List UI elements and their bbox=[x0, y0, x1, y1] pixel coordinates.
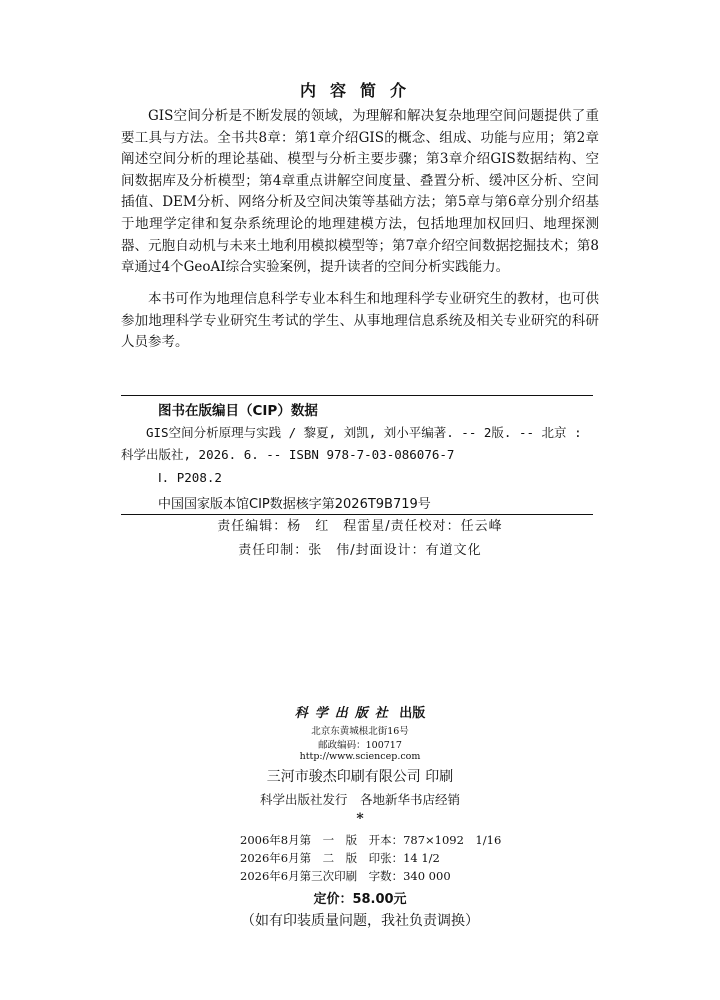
quality-notice: （如有印装质量问题，我社负责调换） bbox=[241, 913, 479, 929]
summary-paragraph-1: GIS空间分析是不断发展的领域，为理解和解决复杂地理空间问题提供了重要工具与方法。全书共8章：第1章介绍GIS的概念、组成、功能与应用；第2章阐述空间分析的理论基础、模型与分析主要步骤；第3章介绍GIS数据结构、空间数据库及分析模型；第4章重点讲解空间度量、叠置分析、缓冲区分析、空间插值、DEM分析、网络分析及空间决策等基础方法；第5章与第6章分别介绍基于地理学定律和复杂系统理论的地理建模方法，包括地理加权回归、地理探测器、元胞自动机与未来土地利用模拟模型等；第7章介绍空间数据挖掘技术；第8章通过4个GeoAI综合实验案例，提升读者的空间分析实践能力。 bbox=[121, 108, 599, 276]
price: 定价：58.00元 bbox=[313, 892, 407, 907]
publisher-name bbox=[0, 702, 720, 721]
summary-paragraph-2: 本书可作为地理信息科学专业本科生和地理科学专业研究生的教材，也可供参加地理科学专业研究生考试的学生、从事地理信息系统及相关专业研究的科研人员参考。 bbox=[121, 291, 599, 351]
cip-classification: Ⅰ. P208.2 bbox=[158, 470, 222, 485]
distribution-line: 科学出版社发行 各地新华书店经销 bbox=[259, 792, 460, 807]
publisher-brand: 科学出版社 bbox=[294, 706, 395, 721]
edition-line: 2026年6月第 二 版 印张：14 1/2 bbox=[240, 851, 440, 865]
edition-line: 2006年8月第 一 版 开本：787×1092 1/16 bbox=[240, 833, 502, 847]
printing-credits: 责任印制：张 伟/封面设计：有道文化 bbox=[238, 543, 482, 558]
cip-heading: 图书在版编目（CIP）数据 bbox=[158, 403, 318, 419]
publisher-postcode: 邮政编码：100717 bbox=[318, 740, 402, 751]
separator-star: * bbox=[356, 811, 364, 827]
cip-record: GIS空间分析原理与实践 / 黎夏, 刘凯, 刘小平编著. -- 2版. -- 北京 : 科学出版社, 2026. 6. -- ISBN 978-7-03-086076-7 bbox=[121, 425, 582, 462]
publisher-suffix: 出版 bbox=[399, 706, 426, 721]
editor-credits: 责任编辑：杨 红 程雷星/责任校对：任云峰 bbox=[217, 519, 503, 534]
edition-line: 2026年6月第三次印刷 字数：340 000 bbox=[240, 869, 451, 883]
printer-line: 三河市骏杰印刷有限公司 印刷 bbox=[266, 769, 454, 785]
publisher-url: http://www.sciencep.com bbox=[299, 751, 421, 762]
publisher-address: 北京东黄城根北街16号 bbox=[311, 726, 409, 737]
summary-title: 内容简介 bbox=[299, 81, 420, 100]
cip-top-rule bbox=[121, 395, 593, 396]
cip-note: 中国国家版本馆CIP数据核字第2026T9B719号 bbox=[158, 497, 431, 512]
